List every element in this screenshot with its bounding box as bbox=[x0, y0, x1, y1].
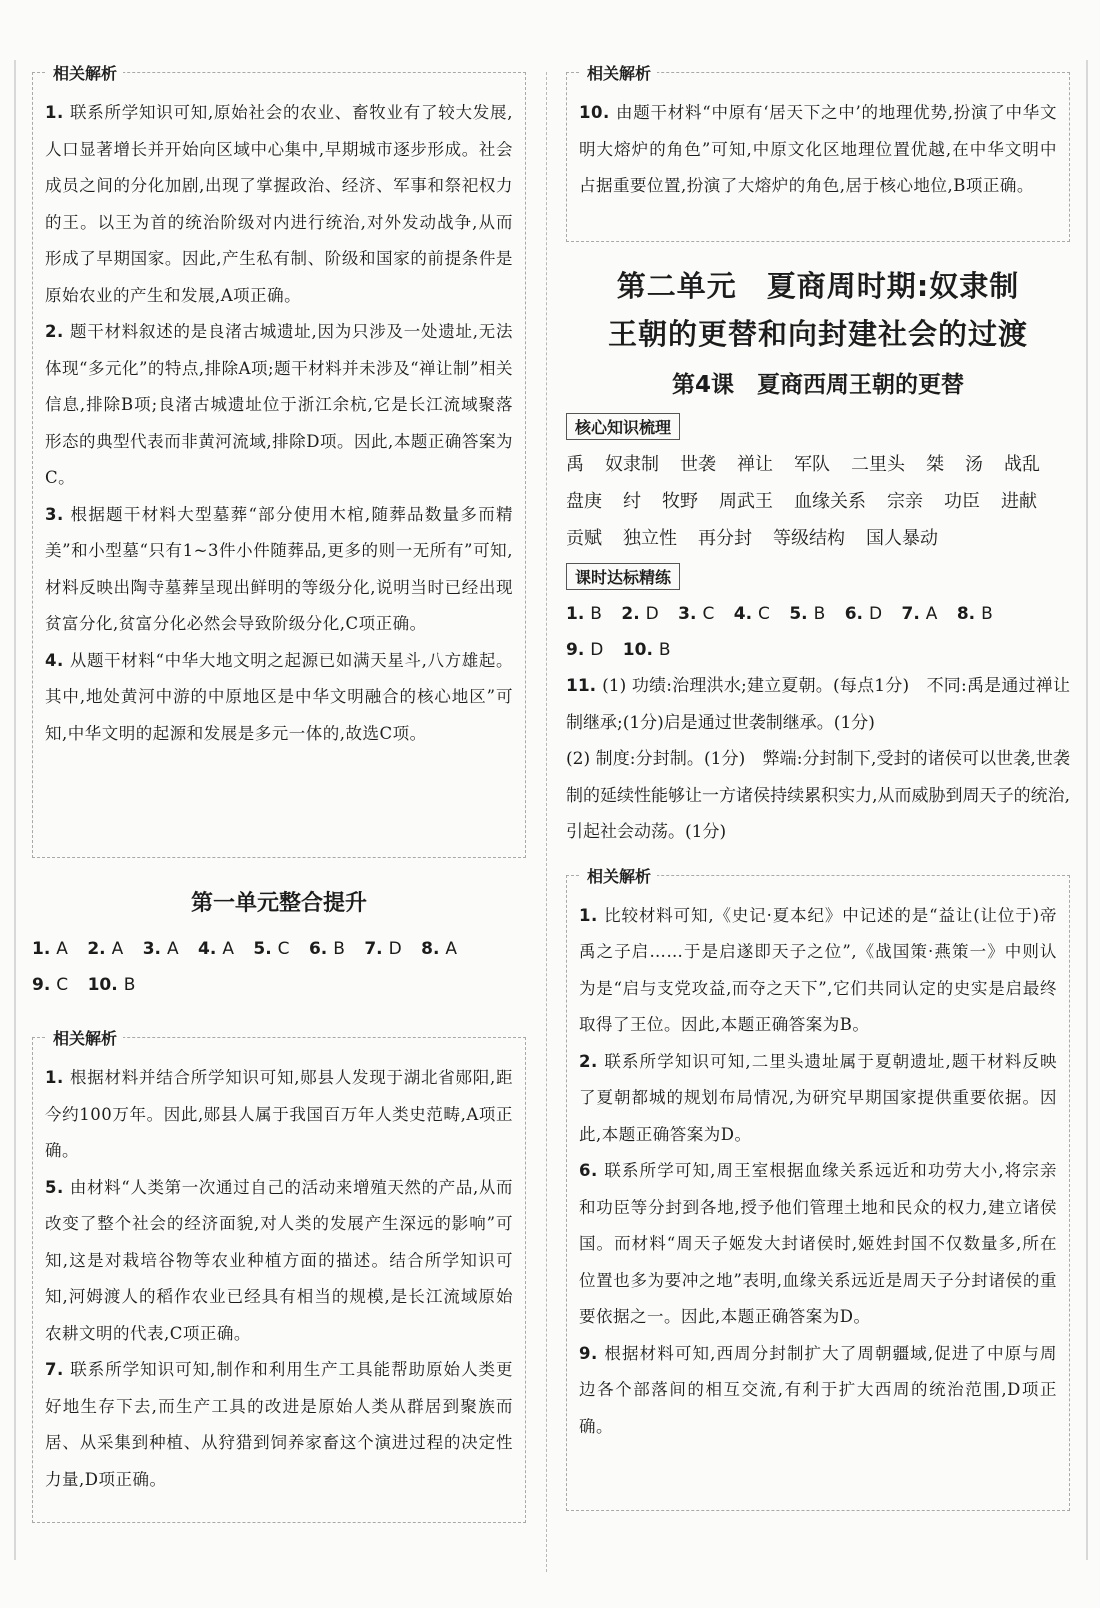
analysis-item bbox=[45, 497, 513, 643]
item-text: 联系所学知识可知,制作和利用生产工具能帮助原始人类更好地生存下去,而生产工具的改进是原始人类从群居到聚族而居、从采集到种植、从狩猎到饲养家畜这个演进过程的决定性力量,D项正确。 bbox=[45, 1360, 513, 1489]
answer-item bbox=[623, 632, 671, 668]
answer-letter: A bbox=[56, 939, 68, 959]
keyword-item: 周武王 bbox=[719, 491, 773, 512]
item-number: 4. bbox=[45, 650, 64, 670]
analysis-item bbox=[45, 1352, 513, 1498]
unit2-title bbox=[566, 262, 1070, 358]
answer-number: 2. bbox=[621, 604, 640, 624]
analysis-box-1 bbox=[32, 64, 526, 858]
question-11-part2: (2) 制度:分封制。(1分) 弊端:分封制下,受封的诸侯可以世袭,世袭制的延续性能够让一方诸侯持续累积实力,从而威胁到周天子的统治,引起社会动荡。(1分) bbox=[566, 749, 1070, 842]
item-number: 9. bbox=[579, 1343, 598, 1363]
answer-letter: B bbox=[813, 604, 826, 624]
answer-item bbox=[678, 596, 714, 632]
column-divider bbox=[546, 72, 547, 1572]
answer-letter: A bbox=[222, 939, 234, 959]
keyword-list bbox=[566, 446, 1070, 557]
answer-item bbox=[32, 931, 68, 967]
item-number: 1. bbox=[579, 905, 598, 925]
unit2-title-line1: 第二单元 夏商周时期:奴隶制 bbox=[616, 269, 1020, 303]
answer-item bbox=[87, 931, 123, 967]
answer-item bbox=[198, 931, 234, 967]
answer-number: 7. bbox=[364, 939, 383, 959]
analysis-box-title: 相关解析 bbox=[581, 61, 657, 84]
analysis-item bbox=[579, 95, 1057, 205]
item-text: 根据材料可知,西周分封制扩大了周朝疆域,促进了中原与周边各个部落间的相互交流,有利于扩大西周的统治范围,D项正确。 bbox=[579, 1343, 1057, 1436]
answer-letter: D bbox=[869, 604, 883, 624]
keyword-item: 宗亲 bbox=[887, 491, 923, 512]
practice-label: 课时达标精练 bbox=[566, 563, 680, 590]
answer-number: 1. bbox=[32, 939, 51, 959]
item-text: 由材料“人类第一次通过自己的活动来增殖天然的产品,从而改变了整个社会的经济面貌,对人类的发展产生深远的影响”可知,这是对栽培谷物等农业种植方面的描述。结合所学知识可知,河姆渡人的稻作农业已经具有相当的规模,是长江流域原始农耕文明的代表,C项正确。 bbox=[45, 1177, 513, 1343]
answer-number: 8. bbox=[956, 604, 976, 624]
answer-item bbox=[421, 931, 457, 967]
lesson-title: 第4课 夏商西周王朝的更替 bbox=[671, 372, 964, 398]
answer-number: 1. bbox=[566, 604, 585, 624]
analysis-item bbox=[579, 898, 1057, 1044]
answer-letter: A bbox=[166, 939, 179, 959]
keyword-item: 再分封 bbox=[698, 528, 752, 549]
item-number: 1. bbox=[45, 1068, 64, 1087]
analysis-box-title: 相关解析 bbox=[47, 61, 123, 84]
answer-letter: A bbox=[111, 939, 124, 959]
page-edge-left bbox=[14, 60, 20, 1560]
answer-item bbox=[364, 931, 401, 967]
answer-number: 2. bbox=[87, 939, 106, 959]
practice-answer-list bbox=[566, 596, 1070, 668]
answer-letter: A bbox=[925, 604, 938, 624]
analysis-item bbox=[45, 643, 513, 753]
answer-number: 3. bbox=[678, 604, 697, 624]
item-text: 联系所学知识可知,原始社会的农业、畜牧业有了较大发展,人口显著增长并开始向区域中心集中,早期城市逐步形成。社会成员之间的分化加剧,出现了掌握政治、经济、军事和祭祀权力的王。以王为首的统治阶级对内进行统治,对外发动战争,从而形成了早期国家。因此,产生私有制、阶级和国家的前提条件是原始农业的产生和发展,A项正确。 bbox=[45, 103, 513, 305]
item-text: 根据题干材料大型墓葬“部分使用木棺,随葬品数量多而精美”和小型墓“只有1~3件小件随葬品,更多的则一无所有”可知,材料反映出陶寺墓葬呈现出鲜明的等级分化,说明当时已经出现贫富分化,贫富分化必然会导致阶级分化,C项正确。 bbox=[45, 504, 513, 633]
analysis-box-top bbox=[566, 64, 1070, 242]
answer-item bbox=[253, 931, 289, 967]
answer-letter: D bbox=[590, 640, 604, 660]
answer-number: 9. bbox=[566, 640, 585, 660]
answer-letter: B bbox=[333, 939, 345, 959]
keyword-item: 血缘关系 bbox=[794, 491, 866, 512]
item-text: 题干材料叙述的是良渚古城遗址,因为只涉及一处遗址,无法体现“多元化”的特点,排除A项;题干材料并未涉及“禅让制”相关信息,排除B项;良渚古城遗址位于浙江余杭,它是长江流域聚落形态的典型代表而非黄河流域,排除D项。因此,本题正确答案为C。 bbox=[45, 322, 513, 487]
keyword-item: 功臣 bbox=[944, 491, 980, 512]
analysis-item bbox=[45, 1170, 513, 1353]
keyword-item: 奴隶制 bbox=[605, 454, 659, 475]
answer-letter: C bbox=[758, 604, 770, 624]
answer-letter: D bbox=[645, 604, 659, 624]
answer-number: 6. bbox=[308, 939, 328, 959]
analysis-box-bottom bbox=[566, 866, 1070, 1511]
answer-letter: A bbox=[445, 939, 458, 959]
keyword-item: 盘庚 bbox=[566, 491, 602, 512]
answer-letter: B bbox=[123, 975, 136, 995]
item-number: 10. bbox=[579, 103, 610, 122]
item-number: 6. bbox=[579, 1161, 598, 1180]
analysis-box-title: 相关解析 bbox=[581, 864, 657, 887]
answer-item bbox=[845, 596, 882, 632]
item-number: 11. bbox=[566, 676, 597, 696]
keyword-item: 禹 bbox=[566, 454, 584, 475]
keyword-item: 汤 bbox=[965, 454, 983, 475]
answer-number: 5. bbox=[253, 939, 272, 959]
answer-item bbox=[32, 967, 68, 1003]
answer-item bbox=[621, 596, 658, 632]
answer-item bbox=[957, 596, 993, 632]
answer-item bbox=[566, 632, 603, 668]
answer-item bbox=[734, 596, 770, 632]
core-knowledge-label: 核心知识梳理 bbox=[566, 413, 680, 440]
item-text: 联系所学知识可知,二里头遗址属于夏朝遗址,题干材料反映了夏朝都城的规划布局情况,为研究早期国家提供重要依据。因此,本题正确答案为D。 bbox=[579, 1051, 1057, 1144]
analysis-item bbox=[579, 1044, 1057, 1154]
answer-number: 3. bbox=[142, 939, 161, 959]
keyword-item: 纣 bbox=[623, 491, 641, 512]
item-number: 3. bbox=[45, 504, 64, 524]
answer-item bbox=[143, 931, 179, 967]
answer-number: 4. bbox=[198, 939, 217, 959]
analysis-item bbox=[579, 1153, 1057, 1336]
analysis-item bbox=[45, 314, 513, 497]
item-text: 从题干材料“中华大地文明之起源已如满天星斗,八方雄起。其中,地处黄河中游的中原地区是中华文明融合的核心地区”可知,中华文明的起源和发展是多元一体的,故选C项。 bbox=[45, 650, 513, 743]
answer-number: 4. bbox=[733, 604, 753, 624]
item-number: 2. bbox=[579, 1051, 598, 1071]
keyword-item: 等级结构 bbox=[773, 528, 845, 549]
analysis-item bbox=[45, 1060, 513, 1170]
answer-number: 9. bbox=[32, 975, 51, 995]
answer-number: 10. bbox=[622, 640, 653, 660]
right-column bbox=[566, 64, 1070, 1511]
answer-item bbox=[88, 967, 136, 1003]
item-number: 7. bbox=[45, 1360, 64, 1379]
keyword-item: 独立性 bbox=[623, 528, 677, 549]
keyword-item: 进献 bbox=[1001, 491, 1037, 512]
analysis-box-title: 相关解析 bbox=[47, 1026, 123, 1049]
analysis-item bbox=[579, 1336, 1057, 1446]
item-number: 1. bbox=[45, 103, 64, 122]
keyword-item: 战乱 bbox=[1004, 454, 1040, 475]
keyword-item: 牧野 bbox=[662, 491, 698, 512]
question-11-part1 bbox=[566, 668, 1070, 741]
unit2-title-line2: 王朝的更替和向封建社会的过渡 bbox=[607, 317, 1028, 351]
answer-number: 7. bbox=[901, 604, 920, 624]
item-text: 比较材料可知,《史记·夏本纪》中记述的是“益让(让位于)帝禹之子启……于是启遂即天子之位”,《战国策·燕策一》中则认为是“启与支党攻益,而夺之天下”,它们共同认定的史实是启最终取得了王位。因此,本题正确答案为B。 bbox=[579, 905, 1057, 1034]
keyword-item: 国人暴动 bbox=[866, 528, 938, 549]
unit1-review-title: 第一单元整合提升 bbox=[190, 891, 367, 916]
item-text: 由题干材料“中原有‘居天下之中’的地理优势,扮演了中华文明大熔炉的角色”可知,中原文化区地理位置优越,在中华文明中占据重要位置,扮演了大熔炉的角色,居于核心地位,B项正确。 bbox=[579, 103, 1057, 195]
analysis-item bbox=[45, 95, 513, 314]
answer-letter: C bbox=[702, 604, 715, 624]
unit1-answer-list bbox=[32, 931, 526, 1003]
item-number: 2. bbox=[45, 322, 64, 341]
keyword-item: 禅让 bbox=[737, 454, 773, 475]
analysis-box-2 bbox=[32, 1029, 526, 1523]
page-edge-right bbox=[1082, 60, 1088, 1560]
answer-item bbox=[789, 596, 825, 632]
answer-item bbox=[566, 596, 602, 632]
answer-number: 8. bbox=[421, 939, 440, 959]
keyword-item: 桀 bbox=[926, 454, 944, 475]
answer-number: 10. bbox=[87, 975, 118, 995]
answer-item bbox=[902, 596, 938, 632]
item-number: 5. bbox=[45, 1177, 64, 1197]
answer-letter: B bbox=[981, 604, 993, 624]
answer-number: 6. bbox=[844, 604, 863, 624]
keyword-item: 世袭 bbox=[680, 454, 716, 475]
keyword-item: 军队 bbox=[794, 454, 830, 475]
answer-number: 5. bbox=[789, 604, 808, 624]
answer-letter: D bbox=[388, 939, 402, 959]
q11-part1-text: (1) 功绩:治理洪水;建立夏朝。(每点1分) 不同:禹是通过禅让制继承;(1分)启是通过世袭制继承。(1分) bbox=[566, 676, 1070, 733]
left-column bbox=[32, 64, 526, 1523]
item-text: 联系所学可知,周王室根据血缘关系远近和功劳大小,将宗亲和功臣等分封到各地,授予他们管理土地和民众的权力,建立诸侯国。而材料“周天子姬发大封诸侯时,姬姓封国不仅数量多,所在位置也多为要冲之地”表明,血缘关系远近是周天子分封诸侯的重要依据之一。因此,本题正确答案为D。 bbox=[579, 1161, 1057, 1326]
answer-letter: C bbox=[277, 939, 290, 959]
answer-letter: C bbox=[56, 975, 69, 995]
answer-letter: B bbox=[658, 640, 671, 660]
item-text: 根据材料并结合所学知识可知,郧县人发现于湖北省郧阳,距今约100万年。因此,郧县人属于我国百万年人类史范畴,A项正确。 bbox=[45, 1068, 513, 1160]
keyword-item: 贡赋 bbox=[566, 528, 602, 549]
keyword-item: 二里头 bbox=[851, 454, 905, 475]
answer-item bbox=[309, 931, 345, 967]
answer-letter: B bbox=[590, 604, 602, 624]
